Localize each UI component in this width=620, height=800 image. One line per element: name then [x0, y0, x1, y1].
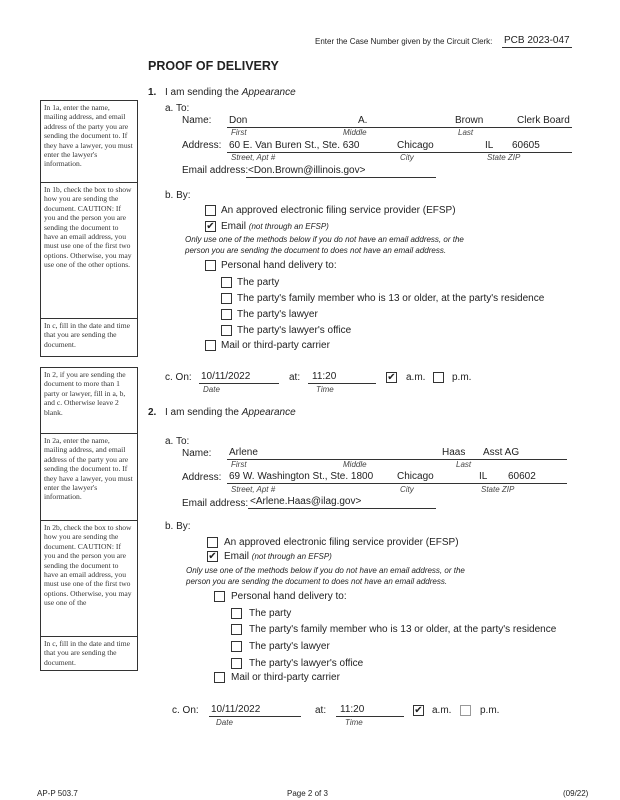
family-option: The party's family member who is 13 or older, at the party's residence: [237, 293, 545, 304]
s2-personal-checkbox[interactable]: [214, 591, 225, 602]
instruction-1c: In c, fill in the date and time that you are sending the document.: [44, 321, 131, 349]
instructions-group-1: [40, 100, 138, 357]
first-label: First: [231, 460, 247, 469]
s1-time[interactable]: 11:20: [312, 371, 337, 382]
personal-option: Personal hand delivery to:: [231, 591, 347, 602]
middle-label: Middle: [343, 460, 367, 469]
a-to-label: a. To:: [165, 103, 190, 114]
s1-last-name[interactable]: Brown: [455, 115, 484, 126]
efsp-option: An approved electronic filing service provider (EFSP): [224, 537, 459, 548]
email-label: Email address:: [182, 498, 249, 509]
s1-email[interactable]: <Don.Brown@illinois.gov>: [248, 165, 366, 176]
s2-city[interactable]: Chicago: [397, 471, 434, 482]
s2-party-checkbox[interactable]: [231, 608, 242, 619]
s2-mail-checkbox[interactable]: [214, 672, 225, 683]
s1-efsp-checkbox[interactable]: [205, 205, 216, 216]
office-option: The party's lawyer's office: [237, 325, 352, 336]
s2-office-checkbox[interactable]: [231, 658, 242, 669]
s1-zip[interactable]: 60605: [512, 140, 540, 151]
instructions-group-2: [40, 367, 138, 671]
c-on-label: c. On:: [172, 705, 199, 716]
s2-am-checkbox[interactable]: ✔: [414, 705, 423, 716]
section-1-heading: [165, 88, 296, 98]
s2-email-checkbox[interactable]: ✔: [208, 551, 217, 562]
name-label: Name:: [182, 115, 212, 126]
page-number: Page 2 of 3: [287, 789, 328, 798]
email-option-label: Email: [221, 221, 249, 232]
s1-party-checkbox[interactable]: [221, 277, 232, 288]
state-zip-label: State ZIP: [487, 153, 521, 162]
address-label: Address:: [182, 472, 222, 483]
s2-title[interactable]: Asst AG: [483, 447, 520, 458]
s2-state[interactable]: IL: [479, 471, 488, 482]
not-efsp-note: (not through an EFSP): [251, 552, 332, 561]
section-1-number: 1.: [148, 87, 157, 98]
party-option: The party: [249, 608, 292, 619]
family-option: The party's family member who is 13 or older, at the party's residence: [249, 624, 557, 635]
last-label: Last: [458, 128, 474, 137]
s1-office-checkbox[interactable]: [221, 325, 232, 336]
instruction-2a: In 2a, enter the name, mailing address, and email address of the party you are sending the document to. If they have a lawyer, you must enter the lawyer's information.: [41, 434, 137, 521]
a-to-label: a. To:: [165, 436, 190, 447]
not-efsp-note: (not through an EFSP): [248, 222, 329, 231]
city-label: City: [400, 153, 414, 162]
s1-state[interactable]: IL: [485, 140, 494, 151]
party-option: The party: [237, 277, 280, 288]
instruction-1b: In 1b, check the box to show how you are sending the document. CAUTION: If you and the person you are sending the document to have an email address, you must use one of the first two options. Otherwise, you may use one of the other options.: [41, 183, 137, 319]
am-label: a.m.: [432, 705, 452, 716]
email-option: [224, 552, 332, 562]
email-label: Email address:: [182, 165, 249, 176]
instruction-1a: In 1a, enter the name, mailing address, and email address of the party you are sending the document to. If they have a lawyer, you must enter the lawyer's information.: [41, 101, 137, 183]
s1-first-name[interactable]: Don: [229, 115, 248, 126]
pm-label: p.m.: [452, 372, 472, 383]
email-option-label: Email: [224, 551, 252, 562]
s1-middle-name[interactable]: A.: [358, 115, 368, 126]
s1-family-checkbox[interactable]: [221, 293, 232, 304]
s1-date[interactable]: 10/11/2022: [201, 371, 251, 382]
at-label: at:: [289, 372, 301, 383]
sending-text: I am sending the: [165, 407, 242, 418]
sending-text: I am sending the: [165, 87, 242, 98]
s2-date[interactable]: 10/11/2022: [211, 704, 261, 715]
at-label: at:: [315, 705, 327, 716]
case-number-prompt: Enter the Case Number given by the Circuit Clerk:: [315, 37, 493, 46]
s2-zip[interactable]: 60602: [508, 471, 536, 482]
s1-city[interactable]: Chicago: [397, 140, 434, 151]
only-use-note-1: Only use one of the methods below if you do not have an email address, or the: [186, 566, 465, 575]
personal-option: Personal hand delivery to:: [221, 260, 337, 271]
b-by-label: b. By:: [165, 521, 191, 532]
efsp-option: An approved electronic filing service provider (EFSP): [221, 205, 456, 216]
date-label: Date: [216, 718, 233, 727]
only-use-note-2: person you are sending the document to does not have an email address.: [185, 246, 447, 255]
s1-street[interactable]: 60 E. Van Buren St., Ste. 630: [229, 140, 360, 151]
s1-pm-checkbox[interactable]: [433, 372, 444, 383]
s1-am-checkbox[interactable]: ✔: [387, 372, 396, 383]
s2-email[interactable]: <Arlene.Haas@ilag.gov>: [250, 496, 362, 507]
instruction-2c: In c, fill in the date and time that you are sending the document.: [44, 639, 131, 667]
first-label: First: [231, 128, 247, 137]
am-label: a.m.: [406, 372, 426, 383]
s2-family-checkbox[interactable]: [231, 624, 242, 635]
page-title: PROOF OF DELIVERY: [148, 59, 279, 73]
street-label: Street, Apt #: [231, 485, 276, 494]
appearance-text: Appearance: [241, 87, 296, 98]
pm-label: p.m.: [480, 705, 500, 716]
only-use-note-2: person you are sending the document to does not have an email address.: [186, 577, 448, 586]
lawyer-option: The party's lawyer: [237, 309, 318, 320]
form-number: AP-P 503.7: [37, 789, 78, 798]
mail-option: Mail or third-party carrier: [221, 340, 330, 351]
c-on-label: c. On:: [165, 372, 192, 383]
s2-time[interactable]: 11:20: [340, 704, 365, 715]
middle-label: Middle: [343, 128, 367, 137]
appearance-text: Appearance: [241, 407, 296, 418]
s2-first-name[interactable]: Arlene: [229, 447, 258, 458]
section-2-number: 2.: [148, 407, 157, 418]
case-number[interactable]: PCB 2023-047: [504, 35, 570, 46]
instruction-2: In 2, if you are sending the document to more than 1 party or lawyer, fill in a, b, and c. Otherwise leave 2 blank.: [41, 368, 137, 434]
street-label: Street, Apt #: [231, 153, 276, 162]
only-use-note-1: Only use one of the methods below if you do not have an email address, or the: [185, 235, 464, 244]
time-label: Time: [316, 385, 334, 394]
s1-personal-checkbox[interactable]: [205, 260, 216, 271]
s1-lawyer-checkbox[interactable]: [221, 309, 232, 320]
s2-last-name[interactable]: Haas: [442, 447, 466, 458]
s2-efsp-checkbox[interactable]: [207, 537, 218, 548]
address-label: Address:: [182, 140, 222, 151]
last-label: Last: [456, 460, 472, 469]
section-2-heading: [165, 408, 296, 418]
s1-title[interactable]: Clerk Board: [517, 115, 570, 126]
s1-email-checkbox[interactable]: ✔: [206, 221, 215, 232]
instruction-2b: In 2b, check the box to show how you are sending the document. CAUTION: If you and the person you are sending the document to have an email address, you must use one of the first two options. Otherwise, you may use one of the: [41, 521, 137, 637]
b-by-label: b. By:: [165, 190, 191, 201]
name-label: Name:: [182, 448, 212, 459]
time-label: Time: [345, 718, 363, 727]
state-zip-label: State ZIP: [481, 485, 515, 494]
s2-pm-checkbox[interactable]: [460, 705, 471, 716]
date-label: Date: [203, 385, 220, 394]
city-label: City: [400, 485, 414, 494]
s1-mail-checkbox[interactable]: [205, 340, 216, 351]
form-date: (09/22): [563, 789, 589, 798]
mail-option: Mail or third-party carrier: [231, 672, 340, 683]
lawyer-option: The party's lawyer: [249, 641, 330, 652]
office-option: The party's lawyer's office: [249, 658, 364, 669]
s2-lawyer-checkbox[interactable]: [231, 641, 242, 652]
email-option: [221, 222, 329, 232]
s2-street[interactable]: 69 W. Washington St., Ste. 1800: [229, 471, 374, 482]
